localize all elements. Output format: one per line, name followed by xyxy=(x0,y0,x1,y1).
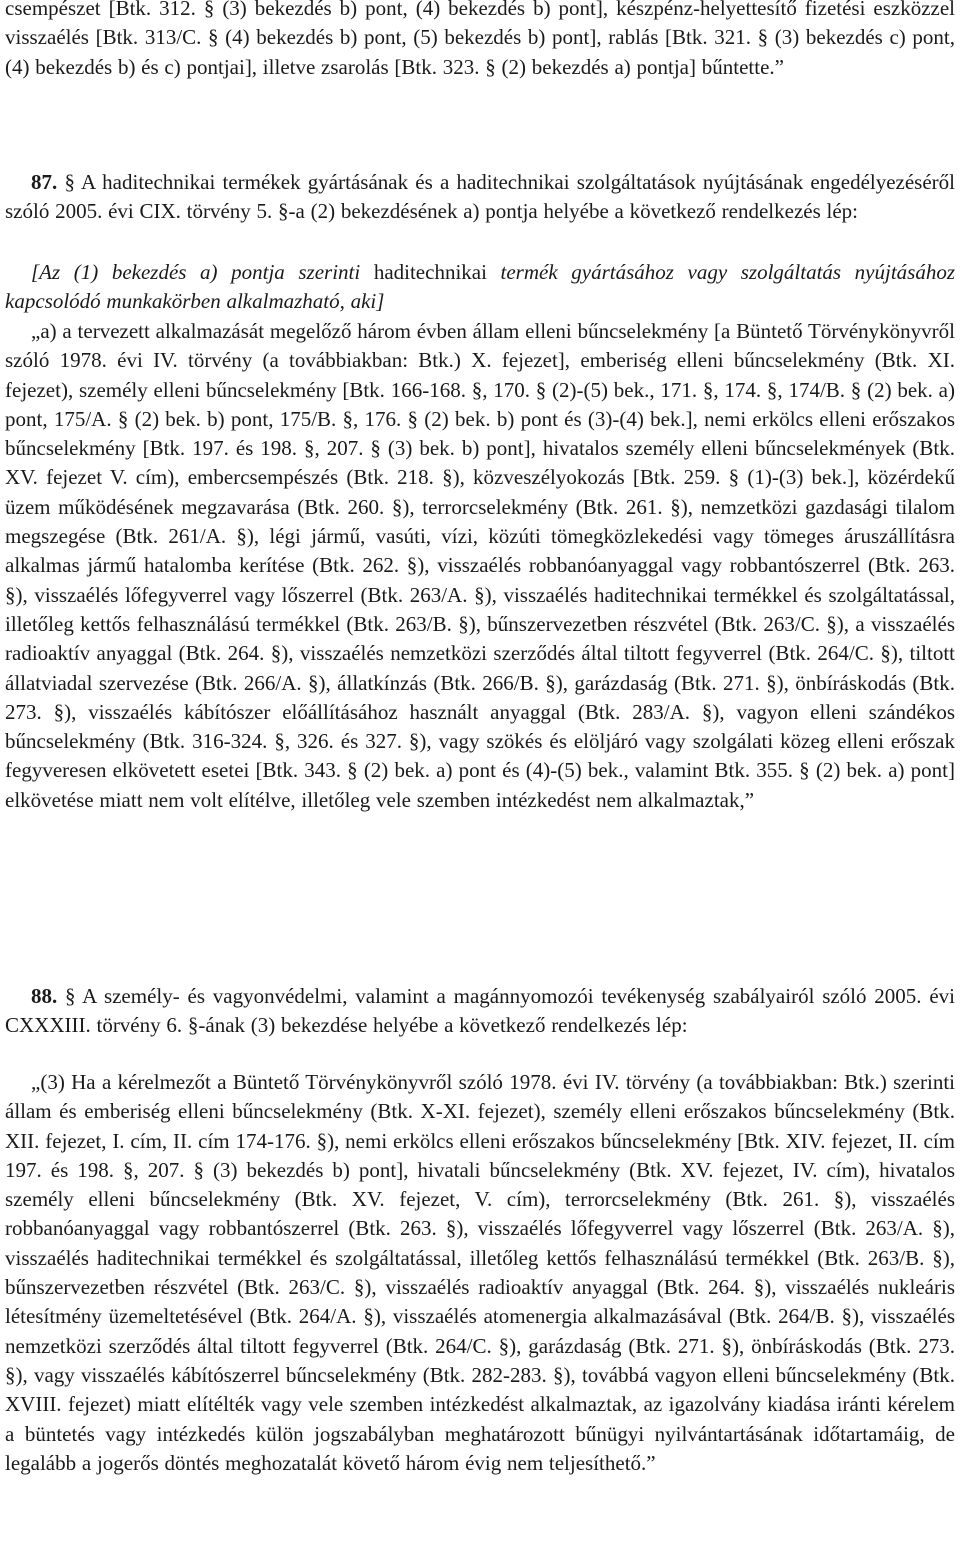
bracket-clause-post: termék gyártásához vagy szolgáltatás nyújtásához kapcsolódó munkakörben alkalmazható, aki] xyxy=(5,260,956,314)
bracket-clause-pre: [Az (1) bekezdés a) pontja szerinti xyxy=(31,260,361,284)
section-87-intro xyxy=(5,168,955,227)
continuation-paragraph: csempészet [Btk. 312. § (3) bekezdés b) pont, (4) bekezdés b) pont], készpénz-helyettesítő fizetési eszközzel visszaélés [Btk. 313/C. § (4) bekezdés b) pont, (5) bekezdés b) pont], rablás [Btk. 321. § (3) bekezdés c) pont, (4) bekezdés b) és c) pontjai], illetve zsarolás [Btk. 323. § (2) bekezdés a) pontja] bűntette.” xyxy=(5,0,955,79)
section-87-bracket-clause xyxy=(5,258,955,317)
section-88-intro xyxy=(5,982,955,1041)
section-88-intro-text: § A személy- és vagyonvédelmi, valamint a magánnyomozói tevékenység szabályairól szóló 2005. évi CXXXIII. törvény 6. §-ának (3) bekezdése helyébe a következő rendelkezés lép: xyxy=(5,984,955,1038)
bracket-clause-mid: haditechnikai xyxy=(373,260,487,284)
section-87-number: 87. xyxy=(31,170,58,194)
section-88-point-3: „(3) Ha a kérelmezőt a Büntető Törvénykönyvről szóló 1978. évi IV. törvény (a továbbiakban: Btk.) szerinti állam és emberiség elleni bűncselekmény (Btk. X-XI. fejezet), személy elleni erőszakos bűncselekmény (Btk. XII. fejezet, I. cím, II. cím 174-176. §), nemi erkölcs elleni erőszakos bűncselekmény [Btk. XIV. fejezet, II. cím 197. és 198. §, 207. § (3) bekezdés b) pont], hivatali bűncselekmény (Btk. XV. fejezet, IV. cím), hivatalos személy elleni bűncselekmény (Btk. XV. fejezet, V. cím), terrorcselekmény (Btk. 261. §), visszaélés robbanóanyaggal vagy robbantószerrel (Btk. 263. §), visszaélés lőfegyverrel vagy lőszerrel (Btk. 263/A. §), visszaélés haditechnikai termékkel és szolgáltatással, illetőleg kettős felhasználású termékkel (Btk. 263/B. §), bűnszervezetben részvétel (Btk. 263/C. §), visszaélés radioaktív anyaggal (Btk. 264. §), visszaélés nukleáris létesítmény üzemeltetésével (Btk. 264/A. §), visszaélés atomenergia alkalmazásával (Btk. 264/B. §), visszaélés nemzetközi szerződés által tiltott fegyverrel (Btk. 264/C. §), garázdaság (Btk. 271. §), önbíráskodás (Btk. 273. §), vagy visszaélés kábítószerrel bűncselekmény (Btk. 282-283. §), továbbá vagyon elleni bűncselekmény (Btk. XVIII. fejezet) miatt elítélték vagy vele szemben intézkedést alkalmaztak, az igazolvány kiadása iránti kérelem a büntetés vagy intézkedés külön jogszabályban meghatározott bűnügyi nyilvántartásának időtartamáig, de legalább a jogerős döntés meghozatalát követő három évig nem teljesíthető.” xyxy=(5,1070,955,1475)
section-87-intro-text: § A haditechnikai termékek gyártásának és a haditechnikai szolgáltatások nyújtásának engedélyezéséről szóló 2005. évi CIX. törvény 5. §-a (2) bekezdésének a) pontja helyébe a következő rendelkezés lép: xyxy=(5,170,956,224)
section-88-number: 88. xyxy=(31,984,58,1008)
section-87-point-a: „a) a tervezett alkalmazását megelőző három évben állam elleni bűncselekmény [a Büntető Törvénykönyvről szóló 1978. évi IV. törvény (a továbbiakban: Btk.) X. fejezet], emberiség elleni bűncselekmény (Btk. XI. fejezet), személy elleni bűncselekmény [Btk. 166-168. §, 170. § (2)-(5) bek., 171. §, 174. §, 174/B. § (2) bek. a) pont, 175/A. § (2) bek. b) pont, 175/B. §, 176. § (2) bek. b) pont és (3)-(4) bek.], nemi erkölcs elleni erőszakos bűncselekmény [Btk. 197. és 198. §, 207. § (3) bek. b) pont], hivatalos személy elleni bűncselekmények (Btk. XV. fejezet V. cím), embercsempészés (Btk. 218. §), közveszélyokozás [Btk. 259. § (1)-(3) bek.], közérdekű üzem működésének megzavarása (Btk. 260. §), terrorcselekmény (Btk. 261. §), nemzetközi gazdasági tilalom megszegése (Btk. 261/A. §), légi jármű, vasúti, vízi, közúti tömegközlekedési vagy tömeges áruszállításra alkalmas jármű hatalomba kerítése (Btk. 262. §), visszaélés robbanóanyaggal vagy robbantószerrel (Btk. 263. §), visszaélés lőfegyverrel vagy lőszerrel (Btk. 263/A. §), visszaélés haditechnikai termékkel és szolgáltatással, illetőleg kettős felhasználású termékkel (Btk. 263/B. §), bűnszervezetben részvétel (Btk. 263/C. §), a visszaélés radioaktív anyaggal (Btk. 264. §), visszaélés nemzetközi szerződés által tiltott fegyverrel (Btk. 264/C. §), tiltott állatviadal szervezése (Btk. 266/A. §), állatkínzás (Btk. 266/B. §), garázdaság (Btk. 271. §), önbíráskodás (Btk. 273. §), visszaélés kábítószer előállításához használt anyaggal (Btk. 283/A. §), vagyon elleni szándékos bűncselekmény (Btk. 316-324. §, 326. és 327. §), vagy szökés és elöljáró vagy szolgálati közeg elleni erőszak fegyveresen elkövetett esetei [Btk. 343. § (2) bek. a) pont és (4)-(5) bek., valamint Btk. 355. § (2) bek. a) pont] elkövetése miatt nem volt elítélve, illetőleg vele szemben intézkedést nem alkalmaztak,” xyxy=(5,319,955,812)
